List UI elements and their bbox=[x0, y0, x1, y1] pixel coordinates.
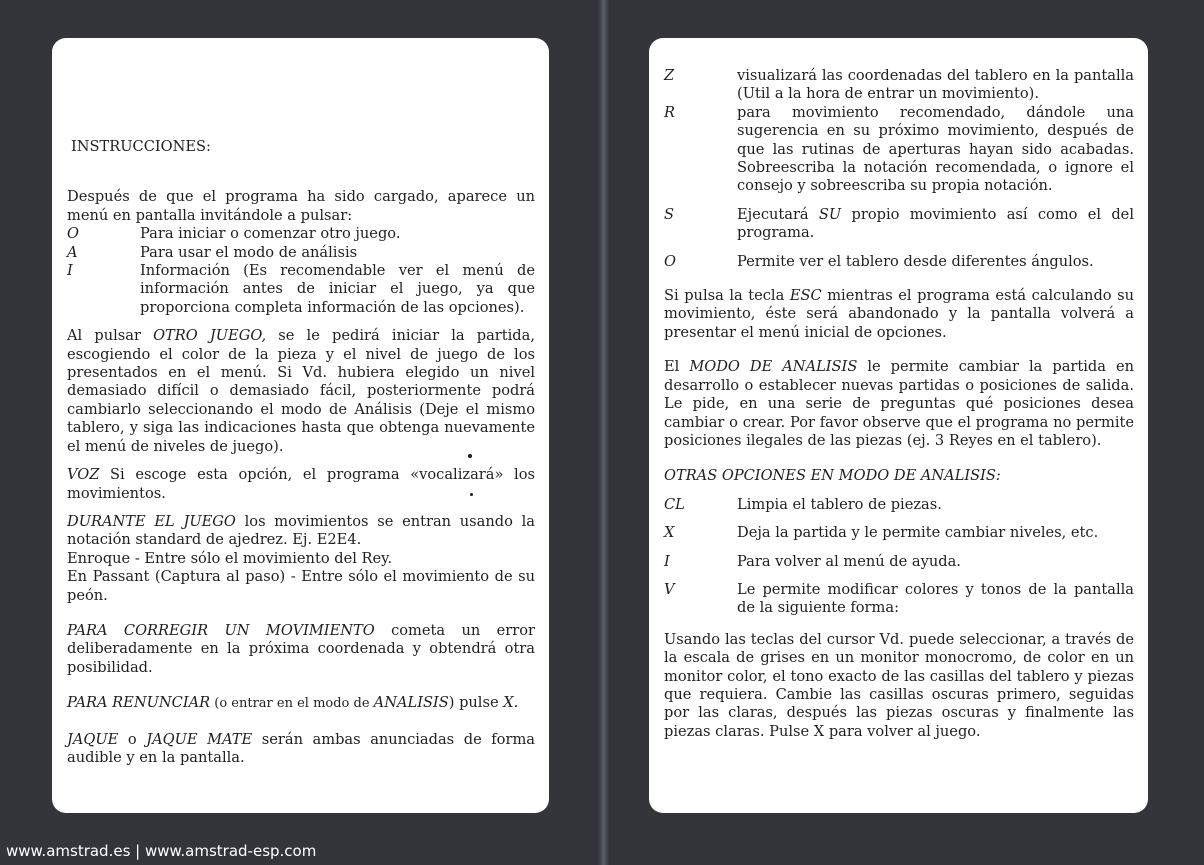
option-item-v bbox=[664, 581, 1134, 618]
jaque-mate-term: JAQUE MATE bbox=[146, 730, 253, 748]
key-label: S bbox=[664, 205, 674, 223]
voz-paragraph bbox=[67, 466, 535, 503]
footer-urls: www.amstrad.es | www.amstrad-esp.com bbox=[6, 842, 317, 860]
jaque-text: serán ambas anunciadas de forma audible y en la pantalla. bbox=[67, 730, 535, 766]
durante-juego-paragraph bbox=[67, 513, 535, 550]
menu-item-a bbox=[67, 244, 535, 262]
modo-pre: El bbox=[664, 358, 690, 376]
print-speck bbox=[468, 454, 472, 458]
print-speck bbox=[470, 493, 473, 496]
otro-juego-pre: Al pulsar bbox=[67, 327, 154, 345]
key-item-o bbox=[664, 253, 1134, 271]
menu-item-o bbox=[67, 225, 535, 243]
menu-item-i bbox=[67, 262, 535, 317]
option-text: Limpia el tablero de piezas. bbox=[737, 495, 942, 513]
enroque-line: Enroque - Entre sólo el movimiento del Rey. bbox=[67, 549, 393, 567]
voz-term: VOZ bbox=[67, 466, 100, 484]
durante-juego-term: DURANTE EL JUEGO bbox=[67, 512, 236, 530]
en-passant-line: En Passant (Captura al paso) - Entre sólo el movimiento de su peón. bbox=[67, 568, 535, 604]
menu-text: Para iniciar o comenzar otro juego. bbox=[140, 225, 401, 243]
right-instruction-card bbox=[649, 38, 1148, 813]
modo-analisis-paragraph bbox=[664, 358, 1134, 450]
key-item-s bbox=[664, 206, 1134, 243]
key-label: Z bbox=[664, 67, 675, 84]
esc-paragraph bbox=[664, 287, 1134, 342]
menu-key: A bbox=[67, 243, 78, 261]
left-instruction-card bbox=[52, 38, 549, 813]
option-key: I bbox=[664, 552, 670, 570]
option-key: CL bbox=[664, 495, 685, 513]
s-pre: Ejecutará bbox=[737, 205, 819, 223]
jaque-conjunction: o bbox=[118, 730, 147, 748]
otro-juego-text: se le pedirá iniciar la partida, escogiendo el color de la pieza y el nivel de juego de los presentados en el menú. Si Vd. hubiera elegido un nivel demasiado difícil o demasiado fácil, posteriormente podrá cambiarlo seleccionando el modo de Análisis (Deje el mismo tablero, y siga las indicaciones hasta que obtenga nuevamente el menú de niveles de juego). bbox=[67, 327, 535, 455]
key-item-r bbox=[664, 104, 1134, 196]
right-card-content bbox=[664, 67, 1134, 741]
option-text: Le permite modificar colores y tonos de la pantalla de la siguiente forma: bbox=[737, 580, 1134, 617]
corregir-text: cometa un error deliberadamente en la próxima coordenada y obtendrá otra posibilidad. bbox=[67, 621, 535, 676]
option-item-cl bbox=[664, 496, 1134, 514]
s-term: SU bbox=[818, 205, 842, 223]
intro-paragraph: Después de que el programa ha sido cargado, aparece un menú en pantalla invitándole a pulsar: bbox=[67, 188, 535, 224]
key-label: O bbox=[664, 252, 676, 270]
modo-analisis-text: le permite cambiar la partida en desarrollo o establecer nuevas partidas o posiciones de salida. Le pide, en una serie de preguntas qué posiciones desea cambiar o crear. Por favor observe que el programa no permite posiciones ilegales de las piezas (ej. 3 Reyes en el tablero). bbox=[664, 358, 1134, 449]
cursor-paragraph: Usando las teclas del cursor Vd. puede seleccionar, a través de la escala de grises en un monitor monocromo, de color en un monitor color, el tono exacto de las casillas del tablero y piezas que requiera. Cambie las casillas oscuras primero, seguidas por las claras, después las piezas oscuras y finalmente las piezas claras. Pulse X para volver al juego. bbox=[664, 630, 1134, 740]
key-item-z bbox=[664, 67, 1134, 104]
left-card-content bbox=[67, 138, 535, 767]
esc-pre: Si pulsa la tecla bbox=[664, 287, 790, 305]
key-text: para movimiento recomendado, dándole una sugerencia en su próximo movimiento, después de que las rutinas de aperturas hayan sido acabadas. Sobreescriba la notación recomendada, o ignore el consejo y sobreescriba su propia notación. bbox=[737, 103, 1134, 195]
esc-term: ESC bbox=[789, 287, 822, 305]
renunciar-term: PARA RENUNCIAR bbox=[67, 694, 211, 712]
option-key: V bbox=[664, 580, 675, 598]
corregir-term: PARA CORREGIR UN MOVIMIENTO bbox=[67, 621, 375, 639]
voz-text: Si escoge esta opción, el programa «vocalizará» los movimientos. bbox=[67, 466, 535, 502]
menu-key: I bbox=[67, 262, 73, 280]
renunciar-paragraph bbox=[67, 694, 535, 713]
menu-text: Información (Es recomendable ver el menú de información antes de iniciar el juego, ya que proporciona completa información de las opciones). bbox=[140, 262, 535, 316]
menu-text: Para usar el modo de análisis bbox=[140, 243, 358, 261]
renunciar-text: (o entrar en el modo de bbox=[210, 696, 374, 712]
renunciar-analisis-term: ANALISIS bbox=[373, 694, 449, 712]
key-text bbox=[737, 206, 1134, 243]
option-item-i bbox=[664, 553, 1134, 571]
key-text: visualizará las coordenadas del tablero en la pantalla (Util a la hora de entrar un movimiento). bbox=[737, 67, 1134, 103]
esc-text: mientras el programa está calculando su movimiento, éste será abandonado y la pantalla volverá a presentar el menú inicial de opciones. bbox=[664, 287, 1134, 341]
key-text: Permite ver el tablero desde diferentes ángulos. bbox=[737, 252, 1094, 270]
corregir-paragraph bbox=[67, 622, 535, 677]
page-fold bbox=[596, 0, 610, 865]
option-text: Para volver al menú de ayuda. bbox=[737, 552, 961, 570]
otro-juego-paragraph bbox=[67, 327, 535, 456]
menu-key: O bbox=[67, 225, 79, 243]
otro-juego-term: OTRO JUEGO, bbox=[153, 327, 267, 345]
option-key: X bbox=[664, 524, 675, 542]
key-label: R bbox=[664, 103, 675, 121]
jaque-paragraph bbox=[67, 731, 535, 768]
jaque-term: JAQUE bbox=[67, 730, 119, 748]
durante-juego-text: los movimientos se entran usando la notación standard de ajedrez. Ej. E2E4. bbox=[67, 512, 535, 549]
otras-opciones-heading: OTRAS OPCIONES EN MODO DE ANALISIS: bbox=[664, 467, 1001, 485]
option-text: Deja la partida y le permite cambiar niveles, etc. bbox=[737, 524, 1099, 542]
renunciar-key: X. bbox=[503, 694, 519, 712]
option-item-x bbox=[664, 524, 1134, 542]
s-text: propio movimiento así como el del programa. bbox=[737, 205, 1134, 242]
instructions-heading: INSTRUCCIONES: bbox=[71, 138, 211, 155]
renunciar-pulse-text: ) pulse bbox=[448, 694, 504, 712]
modo-analisis-term: MODO DE ANALISIS bbox=[689, 358, 858, 376]
